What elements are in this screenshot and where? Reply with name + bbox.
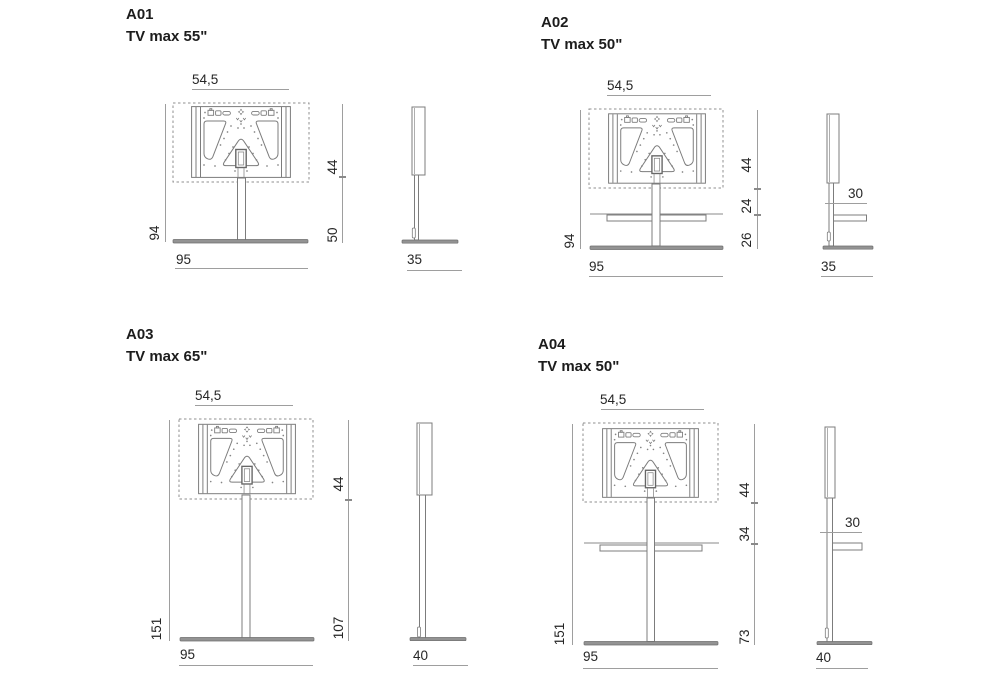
column [647, 498, 655, 642]
shelf-side [834, 215, 867, 221]
side-view-drawing [405, 415, 480, 645]
dim-line [572, 424, 573, 645]
side-view-drawing [815, 105, 890, 255]
dim-base-label: 95 [583, 649, 599, 664]
dim-line [825, 203, 867, 204]
dim-depth-label: 35 [407, 252, 423, 267]
dim-line [175, 268, 308, 269]
dim-label: 44 [739, 157, 754, 173]
dim-line [195, 405, 293, 406]
dim-label: 44 [331, 476, 346, 492]
vesa-plate [609, 114, 706, 183]
dim-line [413, 665, 468, 666]
dim-depth-label: 35 [821, 259, 837, 274]
dim-label: 24 [739, 198, 754, 214]
side-view-drawing [810, 418, 890, 650]
dim-line [179, 665, 313, 666]
dim-shelf-label: 30 [848, 186, 864, 201]
dim-label: 73 [737, 629, 752, 645]
dim-label: 50 [325, 227, 340, 243]
dim-line [583, 668, 718, 669]
dim-width-label: 54,5 [192, 72, 219, 87]
base-plate [584, 642, 718, 646]
vesa-plate [199, 424, 296, 493]
panel-side [827, 114, 839, 183]
dim-depth-label: 40 [816, 650, 832, 665]
dim-line [165, 104, 166, 242]
column [242, 495, 250, 638]
base-plate-side [402, 240, 458, 243]
dim-base-label: 95 [176, 252, 192, 267]
dim-line [607, 95, 711, 96]
column-side [827, 498, 833, 642]
dim-label: 44 [325, 159, 340, 175]
dim-label: 107 [331, 616, 346, 640]
front-view-drawing [585, 105, 730, 257]
cable-notch [825, 628, 828, 638]
dim-line [169, 420, 170, 641]
dim-line [754, 424, 755, 645]
dim-height-label: 94 [147, 225, 162, 241]
dim-line [821, 276, 873, 277]
figure-code: A04 [538, 336, 566, 353]
front-view-drawing [578, 418, 760, 650]
panel-side [412, 107, 425, 175]
shelf-side [833, 543, 863, 550]
dim-line [816, 668, 868, 669]
cable-notch [418, 627, 421, 637]
base-plate-side [823, 246, 873, 249]
vesa-plate [192, 107, 291, 178]
dim-height-label: 151 [552, 622, 567, 646]
base-plate [180, 638, 314, 642]
dim-base-label: 95 [180, 647, 196, 662]
cable-notch [412, 228, 415, 238]
dim-depth-label: 40 [413, 648, 429, 663]
dim-height-label: 94 [562, 233, 577, 249]
dim-label: 44 [737, 482, 752, 498]
dim-line [601, 409, 704, 410]
figure-tv-max: TV max 50" [541, 36, 623, 53]
panel-side [825, 427, 835, 498]
dim-width-label: 54,5 [600, 392, 627, 407]
dim-line [192, 89, 289, 90]
front-view-drawing [165, 415, 355, 647]
dim-line [342, 104, 343, 243]
front-view-drawing [170, 100, 315, 250]
dim-label: 26 [739, 232, 754, 248]
column [238, 178, 246, 240]
figure-tv-max: TV max 55" [126, 28, 208, 45]
cable-notch [827, 232, 830, 241]
dim-line [580, 110, 581, 249]
dim-line [348, 420, 349, 641]
figure-tv-max: TV max 65" [126, 348, 208, 365]
figure-code: A03 [126, 326, 154, 343]
base-plate [173, 240, 308, 244]
side-view-drawing [400, 100, 470, 250]
dim-height-label: 151 [149, 617, 164, 641]
dim-line [820, 532, 862, 533]
dim-label: 34 [737, 526, 752, 542]
dim-line [757, 110, 758, 249]
column-side [420, 495, 426, 638]
dim-width-label: 54,5 [607, 78, 634, 93]
figure-code: A02 [541, 14, 569, 31]
dim-base-label: 95 [589, 259, 605, 274]
figure-code: A01 [126, 6, 154, 23]
vesa-plate [603, 429, 699, 498]
base-plate [590, 246, 723, 250]
dim-width-label: 54,5 [195, 388, 222, 403]
dim-line [407, 270, 462, 271]
base-plate-side [817, 642, 872, 645]
column [652, 184, 660, 246]
base-plate-side [410, 638, 466, 641]
dim-line [589, 276, 723, 277]
dim-shelf-label: 30 [845, 515, 861, 530]
figure-tv-max: TV max 50" [538, 358, 620, 375]
